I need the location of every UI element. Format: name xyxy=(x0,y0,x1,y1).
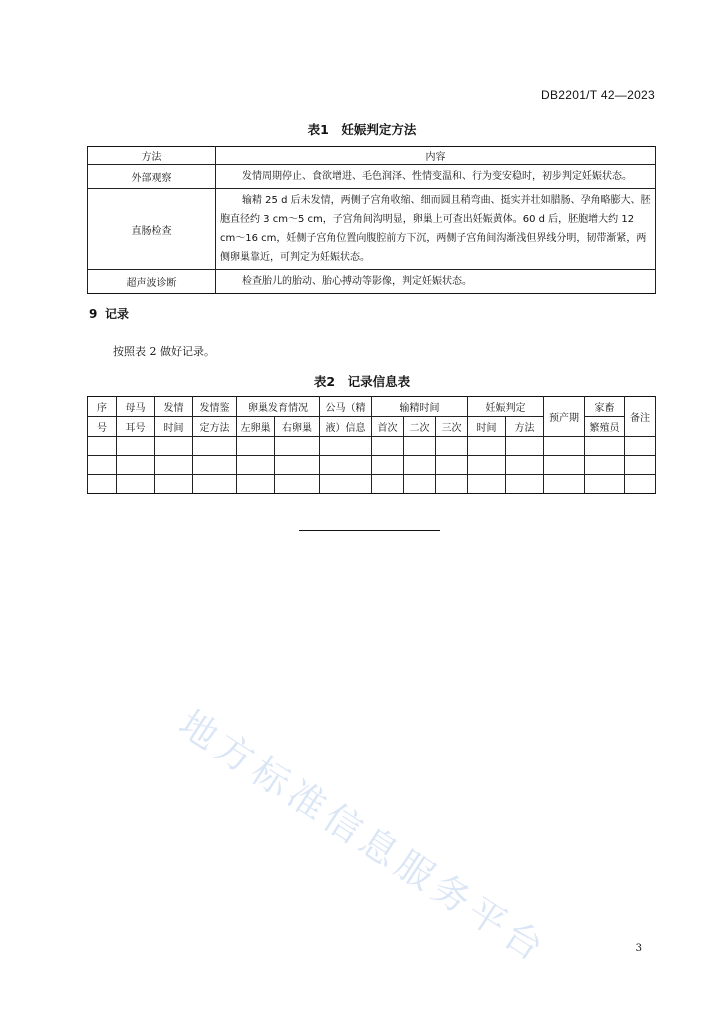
table1-header-content: 内容 xyxy=(216,147,656,165)
record-info-table xyxy=(87,396,656,494)
section-number: 9 xyxy=(89,307,98,321)
header-estrus-time: 发情 xyxy=(155,397,193,417)
header-remarks: 备注 xyxy=(625,397,656,437)
header-ear-tag: 母马 xyxy=(117,397,155,417)
header-insem-third: 三次 xyxy=(436,417,468,437)
header-insemination-group: 输精时间 xyxy=(372,397,468,417)
content-cell: 发情周期停止、食欲增进、毛色润泽、性情变温和、行为变安稳时，初步判定妊娠状态。 xyxy=(216,165,656,189)
table2-caption: 表2 记录信息表 xyxy=(313,374,411,389)
header-seq-2: 号 xyxy=(88,417,117,437)
method-cell: 超声波诊断 xyxy=(88,270,216,294)
header-estrus-method: 发情鉴 xyxy=(193,397,237,417)
document-code: DB2201/T 42—2023 xyxy=(541,88,655,102)
header-estrus-method-2: 定方法 xyxy=(193,417,237,437)
header-ear-tag-2: 耳号 xyxy=(117,417,155,437)
header-breeder: 家畜 xyxy=(585,397,625,417)
section-body-text: 按照表 2 做好记录。 xyxy=(113,345,215,358)
table-row xyxy=(88,437,656,456)
header-seq: 序 xyxy=(88,397,117,417)
section-heading xyxy=(89,305,129,322)
table-row xyxy=(88,475,656,494)
pregnancy-method-table xyxy=(87,146,656,294)
header-preg-time: 时间 xyxy=(468,417,506,437)
header-estrus-time-2: 时间 xyxy=(155,417,193,437)
watermark: 地方标准信息服务平台 xyxy=(171,701,556,973)
table1-header-method: 方法 xyxy=(88,147,216,165)
table-row xyxy=(88,456,656,475)
content-cell: 检查胎儿的胎动、胎心搏动等影像，判定妊娠状态。 xyxy=(216,270,656,294)
method-cell: 直肠检查 xyxy=(88,189,216,270)
table-row xyxy=(88,270,656,294)
header-right-ovary: 右卵巢 xyxy=(275,417,320,437)
section-title: 记录 xyxy=(105,307,130,321)
header-due-date: 预产期 xyxy=(544,397,585,437)
header-stallion: 公马（精 xyxy=(320,397,372,417)
header-stallion-2: 液）信息 xyxy=(320,417,372,437)
content-cell: 输精 25 d 后未发情，两侧子宫角收缩、细而圆且稍弯曲、挺实并壮如腊肠、孕角略膨大、胚胞直径约 3 cm～5 cm，子宫角间沟明显，卵巢上可查出妊娠黄体。60 d 后，胚胞增大约 12 cm～16 cm，妊侧子宫角位置向腹腔前方下沉，两侧子宫角间沟渐浅但界线分明，韧带渐紧，两侧卵巢靠近，可判定为妊娠状态。 xyxy=(216,189,656,270)
header-pregnancy-group: 妊娠判定 xyxy=(468,397,544,417)
method-cell: 外部观察 xyxy=(88,165,216,189)
header-preg-method: 方法 xyxy=(506,417,544,437)
header-insem-first: 首次 xyxy=(372,417,404,437)
header-breeder-2: 繁殖员 xyxy=(585,417,625,437)
header-insem-second: 二次 xyxy=(404,417,436,437)
table-row xyxy=(88,165,656,189)
header-ovary-group: 卵巢发育情况 xyxy=(237,397,320,417)
header-left-ovary: 左卵巢 xyxy=(237,417,275,437)
table-row xyxy=(88,189,656,270)
page-number: 3 xyxy=(635,943,642,954)
table1-caption: 表1 妊娠判定方法 xyxy=(307,122,417,137)
end-of-standard-rule xyxy=(299,530,440,531)
